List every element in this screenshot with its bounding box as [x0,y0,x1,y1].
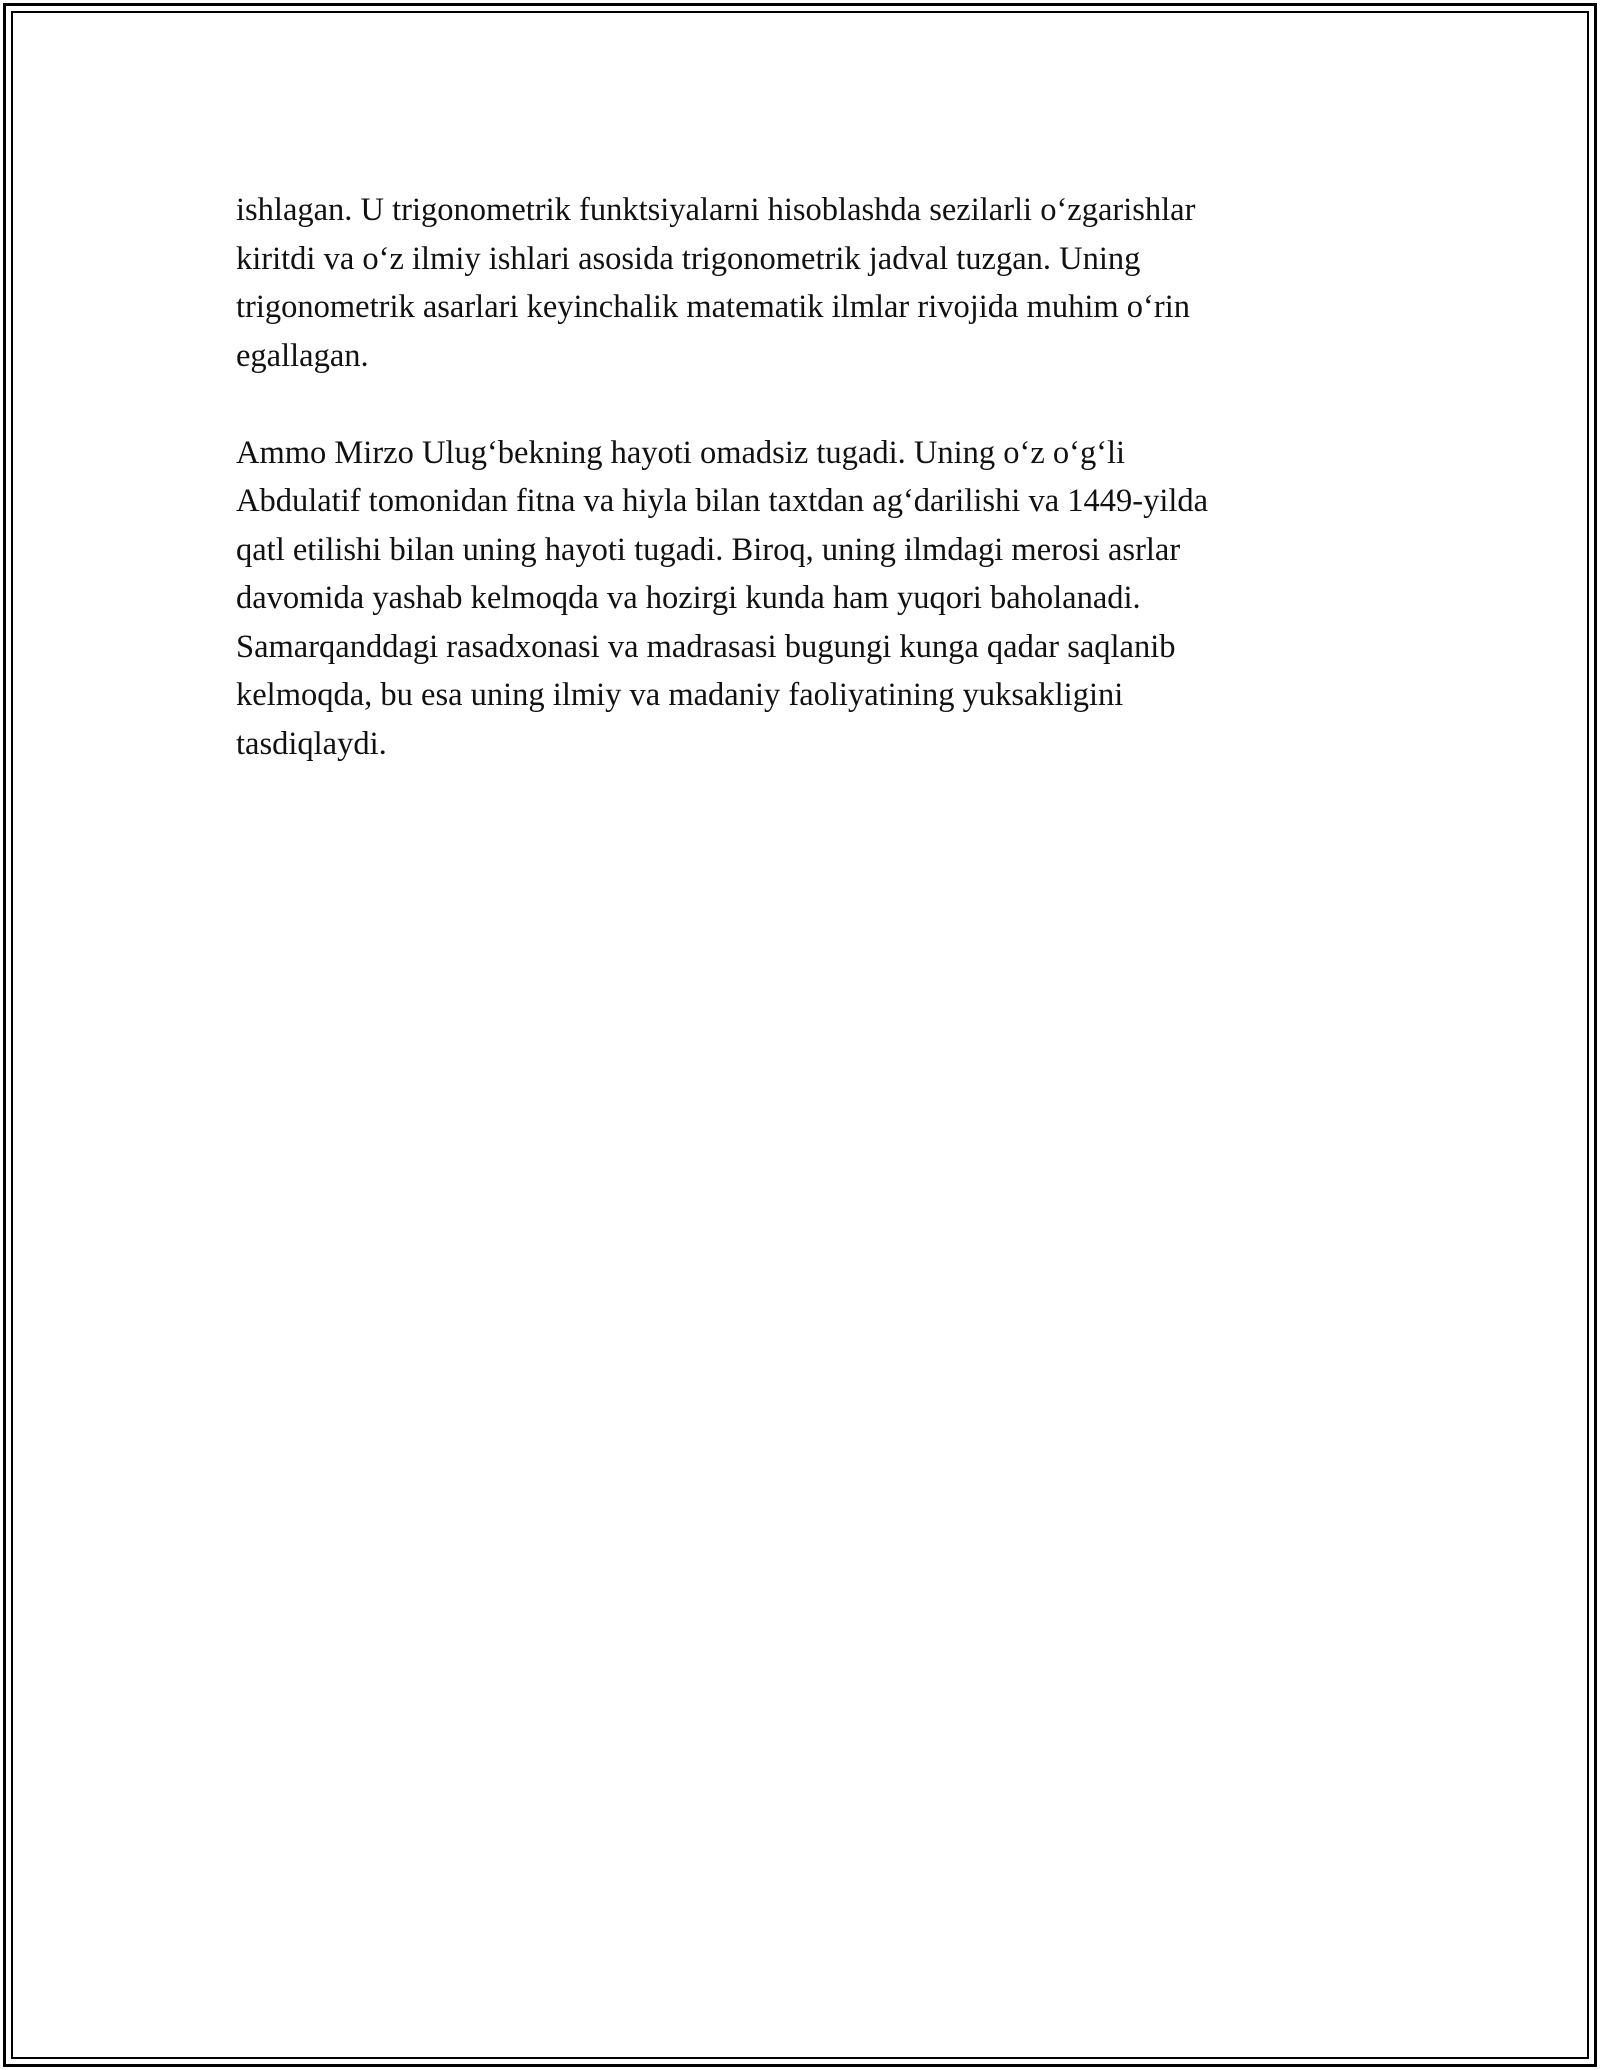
text-line: Abdulatif tomonidan fitna va hiyla bilan taxtdan ag‘darilishi va 1449-yilda [236,483,1209,519]
text-line: qatl etilishi bilan uning hayoti tugadi. Biroq, uning ilmdagi merosi asrlar [236,531,1181,568]
text-line: tasdiqlaydi. [236,725,387,762]
text-line: Samarqanddagi rasadxonasi va madrasasi bugungi kunga qadar saqlanib [236,628,1176,665]
document-body [236,186,1356,817]
paragraph-2 [236,429,1356,769]
text-line: kelmoqda, bu esa uning ilmiy va madaniy faoliyatining yuksakligini [236,677,1124,713]
text-line: trigonometrik asarlari keyinchalik matematik ilmlar rivojida muhim o‘rin [236,289,1190,325]
text-line: kiritdi va o‘z ilmiy ishlari asosida trigonometrik jadval tuzgan. Uning [236,240,1141,277]
paragraph-1 [236,186,1356,380]
text-line: davomida yashab kelmoqda va hozirgi kunda ham yuqori baholanadi. [236,580,1141,616]
text-line: ishlagan. U trigonometrik funktsiyalarni hisoblashda sezilarli o‘zgarishlar [236,192,1196,228]
text-line: egallagan. [236,337,369,374]
text-line: Ammo Mirzo Ulug‘bekning hayoti omadsiz tugadi. Uning o‘z o‘g‘li [236,434,1126,471]
